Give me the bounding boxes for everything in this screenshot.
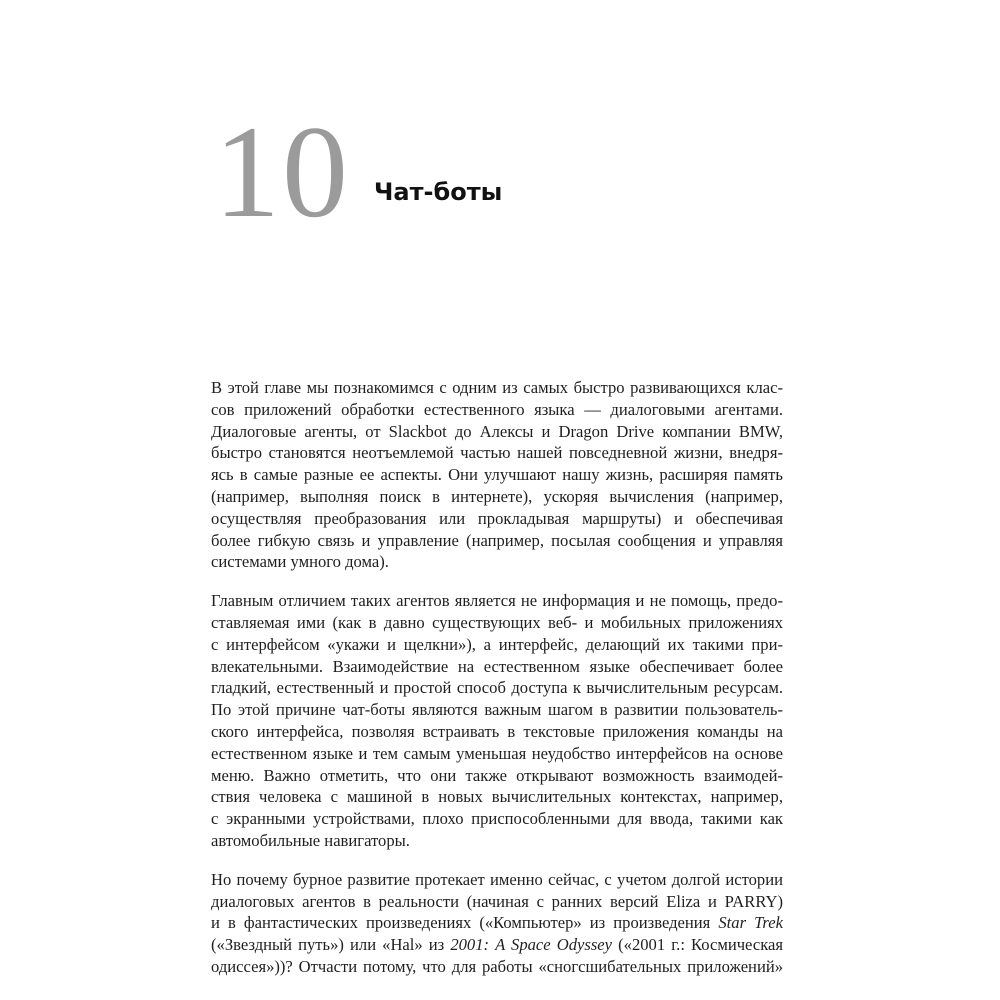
text-line: гладкий, естественный и простой способ доступа к вычислительным ресурсам. [211,678,783,698]
text-line: одиссея»))? Отчасти потому, что для работы «сногсшибательных приложений» [211,956,783,976]
text-line: ставляемая ими (как в давно существующих веб- и мобильных приложениях [211,612,783,632]
italic-title: Star Trek [718,913,783,933]
text-segment: («2001 г.: Космическая [618,935,783,955]
text-line: с интерфейсом «укажи и щелкни»), а интерфейс, делающий их такими при- [211,634,783,654]
text-line: быстро становятся неотъемлемой частью нашей повседневной жизни, внедря- [211,443,783,463]
text-line: ясь в самые разные ее аспекты. Они улучшают нашу жизнь, расширяя память [211,465,783,485]
text-line: автомобильные навигаторы. [211,830,410,850]
text-line: системами умного дома). [211,552,389,572]
text-line-with-italic [211,934,783,956]
text-line: Но почему бурное развитие протекает именно сейчас, с учетом долгой истории [211,869,783,889]
text-line-with-italic [211,912,783,934]
chapter-title: Чат-боты [374,178,503,206]
text-line: влекательными. Взаимодействие на естественном языке обеспечивает более [211,656,783,676]
text-line: Главным отличием таких агентов является не информация и не помощь, предо- [211,591,783,611]
italic-title: 2001: A Space Odyssey [450,935,613,955]
text-segment: («Звездный путь») или «Hal» из [211,935,445,955]
text-line: более гибкую связь и управление (например, посылая сообщения и управляя [211,530,783,550]
text-line: меню. Важно отметить, что они также открывают возможность взаимодей- [211,765,783,785]
text-line: естественном языке и тем самым уменьшая неудобство интерфейсов на основе [211,743,783,763]
paragraph-1 [211,377,783,573]
text-line: По этой причине чат-боты являются важным шагом в развитии пользователь- [211,700,783,720]
text-line: с экранными устройствами, плохо приспособленными для ввода, такими как [211,809,783,829]
text-line: (например, выполняя поиск в интернете), ускоряя вычисления (например, [211,486,783,506]
text-line: диалоговых агентов в реальности (начиная с ранних версий Eliza и PARRY) [211,891,783,911]
text-line: Диалоговые агенты, от Slackbot до Алексы и Dragon Drive компании BMW, [211,421,783,441]
text-segment: и в фантастических произведениях («Компьютер» из произведения [211,913,711,933]
text-line: осуществляя преобразования или прокладывая маршруты) и обеспечивая [211,508,783,528]
chapter-header [214,98,774,245]
paragraph-2 [211,590,783,852]
text-line: ствия человека с машиной в новых вычислительных контекстах, например, [211,787,783,807]
text-line: сов приложений обработки естественного языка — диалоговыми агентами. [211,399,783,419]
chapter-number: 10 [214,98,350,245]
chapter-body [211,377,783,995]
text-line: В этой главе мы познакомимся с одним из самых быстро развивающихся клас- [211,378,783,397]
paragraph-3 [211,869,783,978]
text-line: ского интерфейса, позволяя встраивать в текстовые приложения команды на [211,721,783,741]
